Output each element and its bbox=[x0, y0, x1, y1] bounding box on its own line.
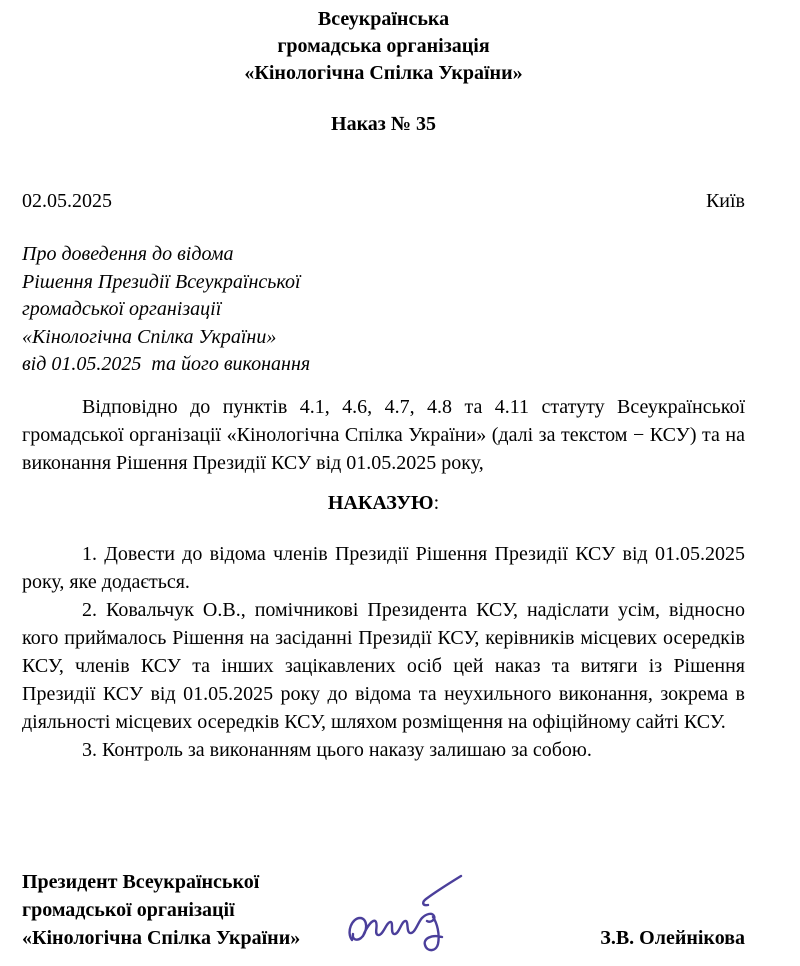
subject-line-1: Про доведення до відома bbox=[22, 243, 234, 265]
decree-colon: : bbox=[433, 491, 440, 514]
subject-line-5: від 01.05.2025 та його виконання bbox=[22, 353, 311, 375]
organization-name-line-1: Всеукраїнська bbox=[317, 8, 450, 30]
signature-flourish-stroke bbox=[423, 876, 461, 905]
handwritten-signature bbox=[330, 860, 490, 964]
decree-word: НАКАЗУЮ bbox=[327, 491, 434, 514]
organization-name-line-3: «Кінологічна Спілка України» bbox=[244, 62, 523, 84]
signer-title bbox=[22, 868, 300, 952]
signer-title-line-1: Президент Всеукраїнської bbox=[22, 871, 260, 893]
subject-line-3: громадської організації bbox=[22, 298, 222, 320]
signer-title-line-2: громадської організації bbox=[22, 899, 235, 921]
subject-line-2: Рішення Президії Всеукраїнської bbox=[22, 270, 301, 293]
order-date: 02.05.2025 bbox=[22, 190, 112, 212]
order-city: Київ bbox=[705, 190, 745, 212]
decree-items bbox=[22, 540, 745, 764]
organization-name-line-2: громадська організація bbox=[277, 35, 490, 57]
order-subject bbox=[22, 241, 745, 379]
decree-item-1: 1. Довести до відома членів Президії Рішення Президії КСУ від 01.05.2025 року, яке додається. bbox=[22, 542, 745, 593]
organization-header bbox=[22, 6, 745, 87]
decree-item-2: 2. Ковальчук О.В., помічникові Президента КСУ, надіслати усім, відносно кого приймалось Рішення на засіданні Президії КСУ, керівників місцевих осередків КСУ, членів КСУ та інших зацікавлених осіб цей наказ та витяги із Рішення Президії КСУ від 01.05.2025 року до відома та неухильного виконання, зокрема в діяльності місцевих осередків КСУ, шляхом розміщення на офіційному сайті КСУ. bbox=[22, 598, 745, 733]
intro-paragraph: Відповідно до пунктів 4.1, 4.6, 4.7, 4.8 та 4.11 статуту Всеукраїнської громадської організації «Кінологічна Спілка України» (далі за текстом − КСУ) та на виконання Рішення Президії КСУ від 01.05.2025 року, bbox=[22, 395, 745, 474]
subject-line-4: «Кінологічна Спілка України» bbox=[22, 325, 277, 348]
decree-heading bbox=[22, 489, 745, 517]
decree-item-3: 3. Контроль за виконанням цього наказу залишаю за собою. bbox=[82, 738, 592, 761]
signature-block bbox=[22, 868, 745, 952]
date-city-row bbox=[22, 188, 745, 215]
signer-name: З.В. Олейнікова bbox=[600, 927, 745, 949]
order-number-title: Наказ № 35 bbox=[331, 113, 436, 135]
signer-title-line-3: «Кінологічна Спілка України» bbox=[22, 927, 301, 949]
signature-main-stroke bbox=[350, 914, 442, 950]
